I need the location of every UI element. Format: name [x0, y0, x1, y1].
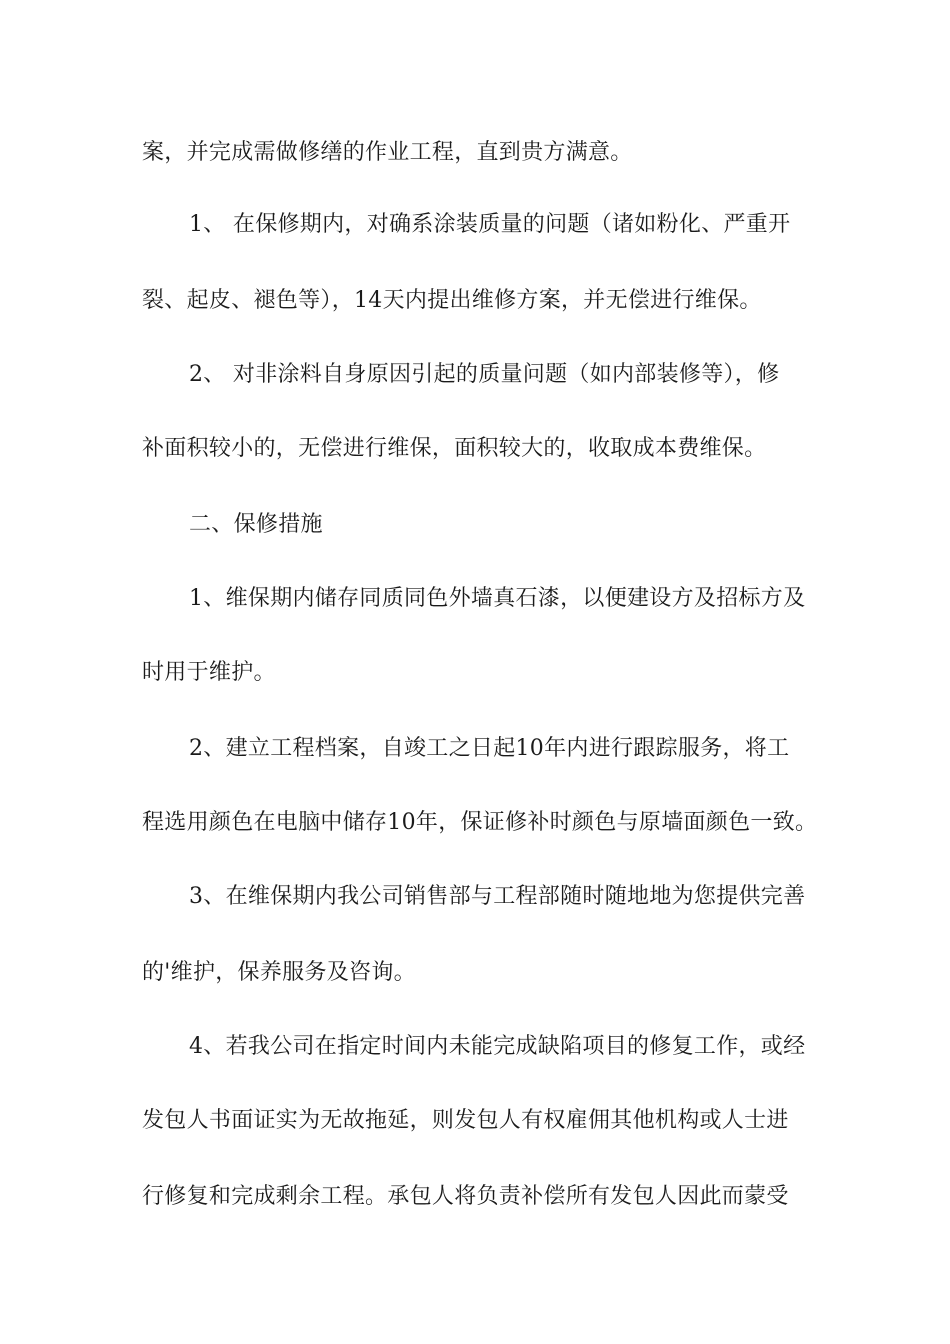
- text-line-11: 3、在维保期内我公司销售部与工程部随时随地地为您提供完善: [189, 884, 806, 909]
- text-line-12: 的'维护，保养服务及咨询。: [142, 960, 416, 985]
- text-line-14: 发包人书面证实为无故拖延，则发包人有权雇佣其他机构或人士进: [142, 1108, 789, 1133]
- text-line-3: 裂、起皮、褪色等），14天内提出维修方案，并无偿进行维保。: [142, 288, 762, 313]
- text-line-13: 4、若我公司在指定时间内未能完成缺陷项目的修复工作，或经: [189, 1034, 806, 1059]
- text-line-9: 2、建立工程档案，自竣工之日起10年内进行跟踪服务，将工: [189, 736, 790, 761]
- text-line-5: 补面积较小的，无偿进行维保，面积较大的，收取成本费维保。: [142, 436, 767, 461]
- text-line-2: 1、 在保修期内，对确系涂装质量的问题（诸如粉化、严重开: [189, 212, 791, 237]
- text-line-15: 行修复和完成剩余工程。承包人将负责补偿所有发包人因此而蒙受: [142, 1184, 789, 1209]
- text-line-7: 1、维保期内储存同质同色外墙真石漆，以便建设方及招标方及: [189, 586, 806, 611]
- text-line-4: 2、 对非涂料自身原因引起的质量问题（如内部装修等），修: [189, 362, 780, 387]
- text-line-1: 案，并完成需做修缮的作业工程，直到贵方满意。: [142, 140, 633, 165]
- text-line-8: 时用于维护。: [142, 660, 276, 685]
- section-heading: 二、保修措施: [189, 512, 323, 537]
- text-line-10: 程选用颜色在电脑中储存10年，保证修补时颜色与原墙面颜色一致。: [142, 810, 818, 835]
